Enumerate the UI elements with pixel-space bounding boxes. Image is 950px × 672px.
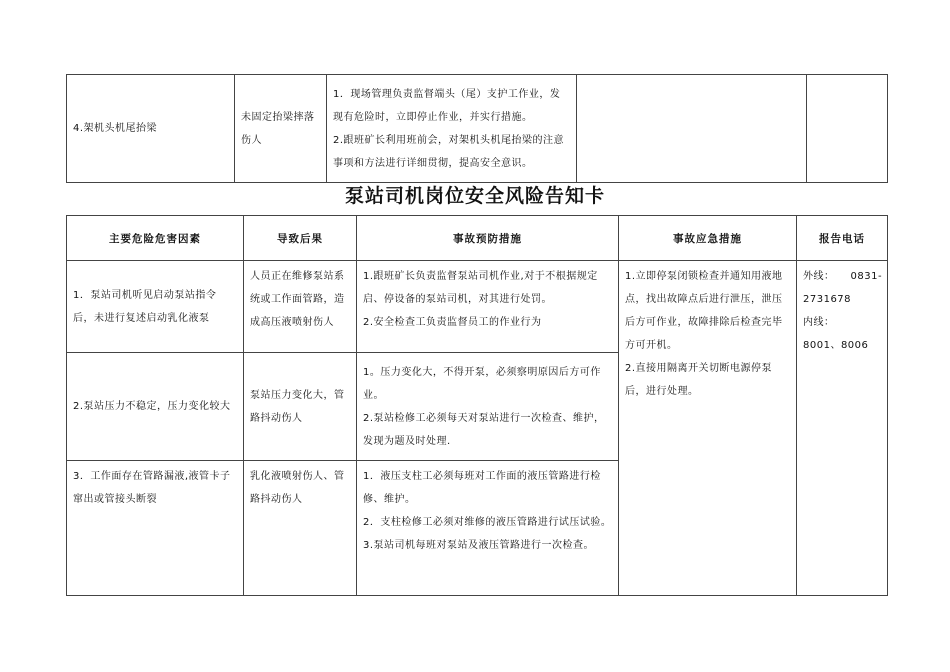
emergency-cell (577, 75, 807, 183)
prevention-item: 2.安全检查工负责监督员工的作业行为 (363, 317, 542, 328)
hazard-cell (67, 75, 235, 183)
prevention-item: 2.泵站检修工必须每天对泵站进行一次检查、维护，发现为题及时处理. (363, 412, 605, 447)
outer-phone-number-a: 0831- (850, 271, 883, 282)
column-header-hazard: 主要危险危害因素 (67, 216, 244, 261)
column-header-consequence: 导致后果 (244, 216, 357, 261)
hazard-text: 3．工作面存在管路漏液,液管卡子窜出或管接头断裂 (73, 471, 231, 505)
phone-cell (807, 75, 888, 183)
consequence-cell (244, 461, 357, 596)
hazard-text: 2.泵站压力不稳定，压力变化较大 (73, 401, 231, 412)
inner-phone-number: 8001、8006 (803, 340, 869, 351)
outer-phone (803, 265, 881, 288)
prevention-item: 1．液压支柱工必须每班对工作面的液压管路进行检修、维护。 (363, 471, 601, 505)
table-row (67, 261, 888, 353)
hazard-cell (67, 261, 244, 353)
consequence-text: 泵站压力变化大，管路抖动伤人 (250, 389, 345, 424)
consequence-text: 人员正在维修泵站系统或工作面管路，造成高压液喷射伤人 (250, 271, 345, 328)
prevention-cell (357, 353, 619, 461)
emergency-cell (619, 261, 797, 596)
prevention-cell (357, 461, 619, 596)
prevention-item: 2.跟班矿长利用班前会，对架机头机尾抬梁的注意事项和方法进行详细贯彻，提高安全意识。 (333, 134, 565, 169)
table-row (67, 75, 888, 183)
outer-phone-label: 外线： (803, 271, 835, 282)
phone-cell (797, 261, 888, 596)
table-header-row (67, 216, 888, 261)
emergency-item: 1.立即停泵闭锁检查并通知用液地点，找出故障点后进行泄压，泄压后方可作业，故障排除后检查完毕方可开机。 (625, 271, 783, 351)
inner-phone-label: 内线： (803, 317, 835, 328)
consequence-cell (235, 75, 327, 183)
prevention-cell (357, 261, 619, 353)
prevention-item: 3.泵站司机每班对泵站及液压管路进行一次检查。 (363, 540, 595, 551)
continued-risk-table (66, 74, 888, 183)
hazard-cell (67, 353, 244, 461)
prevention-item: 1。压力变化大，不得开泵，必须察明原因后方可作业。 (363, 366, 601, 401)
column-header-phone: 报告电话 (797, 216, 888, 261)
prevention-item: 2．支柱检修工必须对维修的液压管路进行试压试验。 (363, 517, 612, 528)
prevention-cell (327, 75, 577, 183)
emergency-item: 2.直接用隔离开关切断电源停泵后，进行处理。 (625, 363, 773, 397)
risk-notice-table (66, 215, 888, 596)
hazard-cell (67, 461, 244, 596)
page-title: 泵站司机岗位安全风险告知卡 (344, 185, 605, 207)
column-header-emergency: 事故应急措施 (619, 216, 797, 261)
column-header-prevention: 事故预防措施 (357, 216, 619, 261)
hazard-text: 4.架机头机尾抬梁 (73, 123, 158, 134)
consequence-text: 未固定抬梁摔落伤人 (241, 111, 315, 146)
outer-phone-number-b: 2731678 (803, 294, 852, 305)
consequence-cell (244, 261, 357, 353)
prevention-item: 1.跟班矿长负责监督泵站司机作业,对于不根据规定启、停设备的泵站司机，对其进行处罚。 (363, 271, 598, 305)
consequence-text: 乳化液喷射伤人、管路抖动伤人 (250, 471, 345, 505)
hazard-text: 1．泵站司机听见启动泵站指令后，未进行复述启动乳化液泵 (73, 289, 217, 324)
prevention-item: 1．现场管理负责监督端头（尾）支护工作业，发现有危险时，立即停止作业，并实行措施。 (333, 88, 561, 123)
consequence-cell (244, 353, 357, 461)
